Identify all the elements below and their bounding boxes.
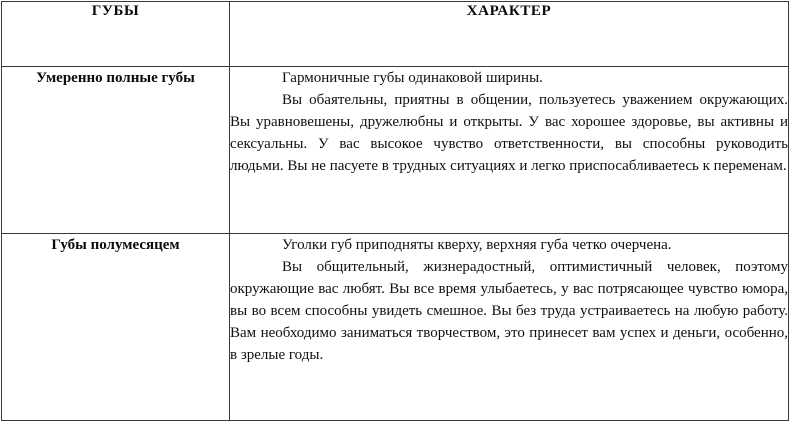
table-row bbox=[2, 234, 789, 421]
table-row bbox=[2, 67, 789, 234]
column-header-character-label: ХАРАКТЕР bbox=[466, 3, 552, 19]
lips-type-cell bbox=[2, 234, 230, 421]
column-header-character bbox=[230, 2, 789, 67]
lips-character-table bbox=[1, 1, 789, 421]
lips-type-label: Губы полумесяцем bbox=[51, 237, 180, 253]
character-paragraph: Вы обаятельны, приятны в общении, пользуетесь уважением окружающих. Вы уравновешены, дружелюбны и открыты. У вас хорошее здоровье, вы активны и сексуальны. У вас высокое чувство ответственности, вы способны руководить людьми. Вы не пасуете в трудных ситуациях и легко приспосабливаетесь к переменам. bbox=[230, 92, 788, 174]
character-paragraph: Вы общительный, жизнерадостный, оптимистичный человек, поэтому окружающие вас любят. Вы все время улыбаетесь, у вас потрясающее чувство юмора, вы во всем способны увидеть смешное. Вы без труда устраиваетесь на любую работу. Вам необходимо заниматься творчеством, это принесет вам успех и деньги, особенно, в зрелые годы. bbox=[230, 259, 788, 363]
table-header-row bbox=[2, 2, 789, 67]
character-description-cell bbox=[230, 234, 789, 421]
character-paragraph: Уголки губ приподняты кверху, верхняя губа четко очерчена. bbox=[282, 237, 672, 253]
column-header-lips bbox=[2, 2, 230, 67]
character-paragraph: Гармоничные губы одинаковой ширины. bbox=[282, 70, 543, 86]
lips-type-cell bbox=[2, 67, 230, 234]
lips-type-label: Умеренно полные губы bbox=[36, 70, 195, 86]
character-description-cell bbox=[230, 67, 789, 234]
column-header-lips-label: ГУБЫ bbox=[91, 3, 140, 19]
